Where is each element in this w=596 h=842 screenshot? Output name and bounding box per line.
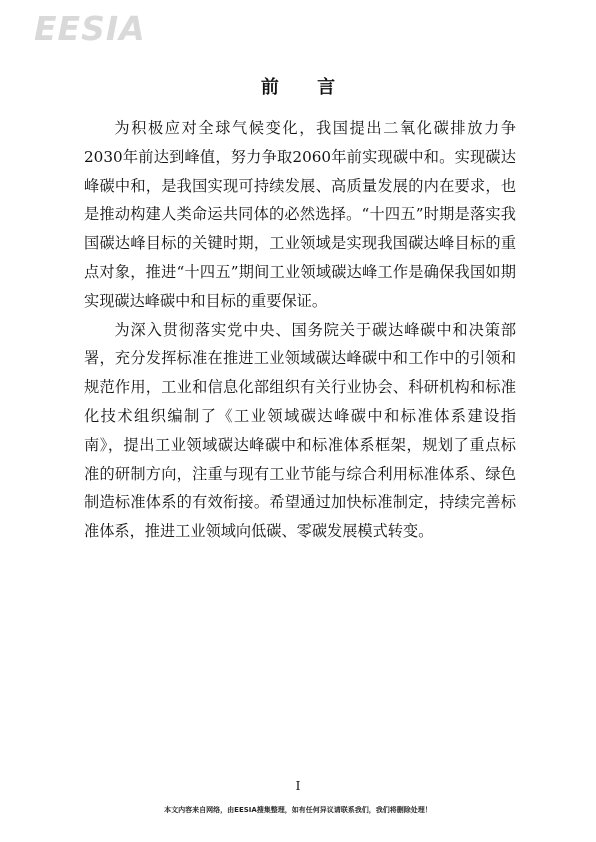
footer-disclaimer: 本文内容来自网络，由EESIA搜集整理，如有任何异议请联系我们，我们将删除处理！ xyxy=(164,806,432,814)
page-title: 前 言 xyxy=(260,77,352,98)
eesia-watermark-logo: EESIA xyxy=(34,9,146,48)
preface-paragraph-1: 为积极应对全球气候变化，我国提出二氧化碳排放力争2030年前达到峰值，努力争取2060年前实现碳中和。实现碳达峰碳中和，是我国实现可持续发展、高质量发展的内在要求，也是推动构建人类命运共同体的必然选择。“十四五”时期是落实我国碳达峰目标的关键时期，工业领域是实现我国碳达峰目标的重点对象，推进“十四五”期间工业领域碳达峰工作是确保我国如期实现碳达峰碳中和目标的重要保证。 xyxy=(84,119,516,310)
page-number: I xyxy=(295,779,301,793)
preface-body xyxy=(84,114,516,546)
preface-paragraph-2: 为深入贯彻落实党中央、国务院关于碳达峰碳中和决策部署，充分发挥标准在推进工业领域碳达峰碳中和工作中的引领和规范作用，工业和信息化部组织有关行业协会、科研机构和标准化技术组织编制了《工业领域碳达峰碳中和标准体系建设指南》，提出工业领域碳达峰碳中和标准体系框架，规划了重点标准的研制方向，注重与现有工业节能与综合利用标准体系、绿色制造标准体系的有效衔接。希望通过加快标准制定，持续完善标准体系，推进工业领域向低碳、零碳发展模式转变。 xyxy=(84,320,516,541)
